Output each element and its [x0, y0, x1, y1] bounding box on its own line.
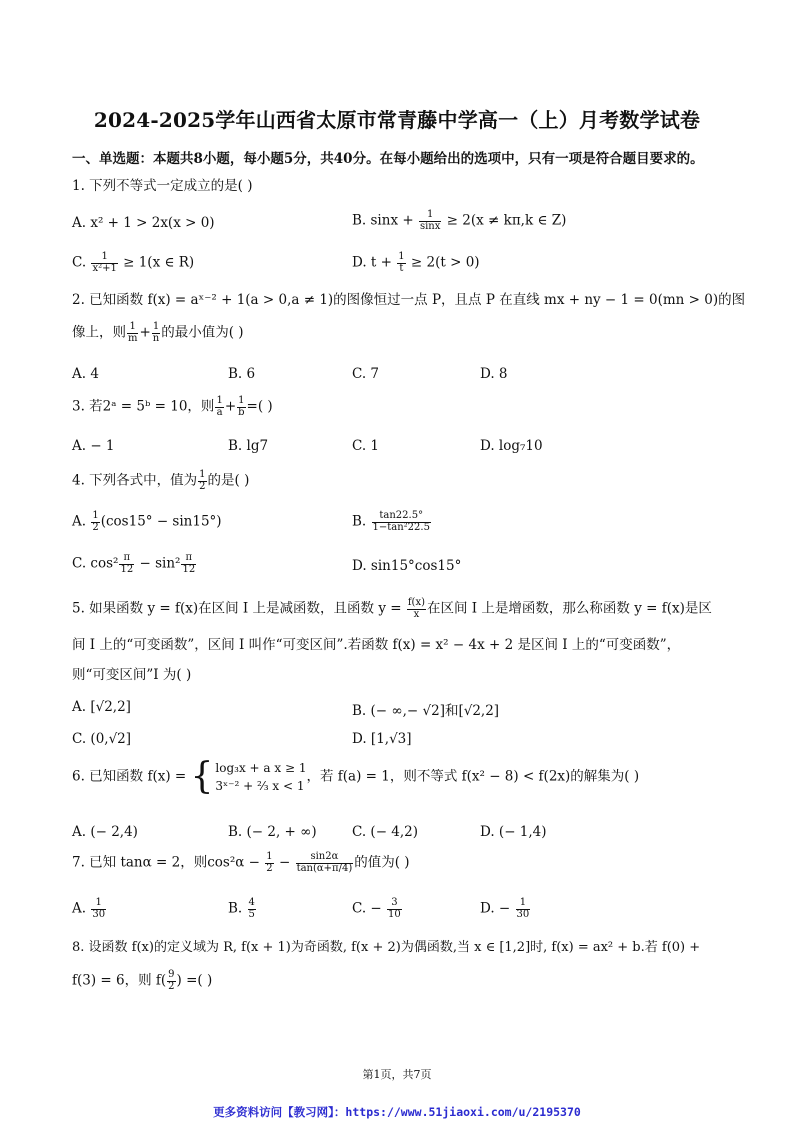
question-2-line-2: 像上，则 $\frac{1}{m}$ + $\frac{1}{n}$ 的最小值为( ): [72, 321, 244, 344]
question-4-stem: 4. 下列各式中，值为 $\frac{1}{2}$ 的是( ): [72, 469, 250, 492]
q1-option-a[interactable]: A. x² + 1 > 2x(x > 0): [72, 215, 215, 231]
q3-option-c[interactable]: C. 1: [352, 438, 380, 454]
section-heading: 一、单选题：本题共8小题，每小题5分，共40分。在每小题给出的选项中，只有一项是符合题目要求的。: [72, 151, 704, 167]
question-6-stem: 6. 已知函数 f(x) = { log₃x + a x ≥ 1 3ˣ⁻² + ⅔ x < 1 ，若 f(a) = 1，则不等式 f(x² − 8) < f(2x)的解集为( ): [72, 756, 640, 797]
q4-option-c[interactable]: C. cos² $\frac{\pi}{12}$ − sin² $\frac{\pi}{12}$: [72, 552, 196, 575]
q3-option-d[interactable]: D. log₇10: [480, 438, 543, 454]
question-8-line-2: f(3) = 6，则 f( $\frac{9}{2}$ ) =( ): [72, 969, 213, 992]
question-5-line-3: 则“可变区间”I 为( ): [72, 667, 192, 683]
question-5-line-1: 5. 如果函数 y = f(x)在区间 I 上是减函数，且函数 y = $\frac{f(x)}{x}$ 在区间 I 上是增函数，那么称函数 y = f(x)是区: [72, 597, 712, 620]
q5-option-c[interactable]: C. (0,√2]: [72, 731, 132, 747]
resource-link[interactable]: 更多资料访问【教习网】：https://www.51jiaoxi.com/u/2195370: [213, 1105, 581, 1119]
q3-option-b[interactable]: B. lg7: [228, 438, 269, 454]
question-2-line-1: 2. 已知函数 f(x) = aˣ⁻² + 1(a > 0,a ≠ 1)的图像恒过一点 P，且点 P 在直线 mx + ny − 1 = 0(mn > 0)的图: [72, 292, 746, 308]
question-8-line-1: 8. 设函数 f(x)的定义域为 R, f(x + 1)为奇函数, f(x + 2)为偶函数,当 x ∈ [1,2]时, f(x) = ax² + b.若 f(0) +: [72, 940, 701, 955]
q1-option-b[interactable]: B. sinx + $\frac{1}{\sin x}$ ≥ 2(x ≠ kπ,k ∈ Z): [352, 209, 567, 232]
q2-option-a[interactable]: A. 4: [72, 366, 99, 382]
piecewise-function: { log₃x + a x ≥ 1 3ˣ⁻² + ⅔ x < 1: [190, 756, 307, 797]
page-number: 第1页，共7页: [362, 1068, 432, 1081]
question-1-stem: 1. 下列不等式一定成立的是( ): [72, 178, 253, 194]
question-3-stem: 3. 若2ᵃ = 5ᵇ = 10，则 $\frac{1}{a}$ + $\frac{1}{b}$ =( ): [72, 395, 273, 418]
q7-option-b[interactable]: B. $\frac{4}{5}$: [228, 897, 255, 920]
q1-option-c[interactable]: C. $\frac{1}{\text{x²+1}}$ ≥ 1(x ∈ R): [72, 251, 195, 274]
question-5-line-2: 间 I 上的“可变函数”，区间 I 叫作“可变区间”.若函数 f(x) = x² − 4x + 2 是区间 I 上的“可变函数”，: [72, 637, 681, 653]
q3-option-a[interactable]: A. − 1: [72, 438, 115, 454]
q5-option-d[interactable]: D. [1,√3]: [352, 731, 412, 747]
q4-option-b[interactable]: B. $\frac{\tan 22.5^\circ}{\text{1−tan²22.5}}$: [352, 510, 430, 533]
q7-option-a[interactable]: A. $\frac{1}{30}$: [72, 897, 106, 920]
q2-option-c[interactable]: C. 7: [352, 366, 380, 382]
q2-option-b[interactable]: B. 6: [228, 366, 256, 382]
question-7-stem: 7. 已知 tanα = 2，则cos²α − $\frac{1}{2}$ − $\frac{\sin 2\alpha}{\tan(\alpha+\pi/4)}$ 的值为( ): [72, 851, 410, 874]
q1-option-d[interactable]: D. t + $\frac{1}{t}$ ≥ 2(t > 0): [352, 251, 480, 274]
q6-option-b[interactable]: B. (− 2, + ∞): [228, 824, 317, 840]
q6-option-a[interactable]: A. (− 2,4): [72, 824, 138, 840]
q6-option-d[interactable]: D. (− 1,4): [480, 824, 547, 840]
q7-option-d[interactable]: D. − $\frac{1}{30}$: [480, 897, 530, 920]
q6-option-c[interactable]: C. (− 4,2): [352, 824, 419, 840]
q5-option-a[interactable]: A. [√2,2]: [72, 699, 131, 715]
q7-option-c[interactable]: C. − $\frac{3}{10}$: [352, 897, 401, 920]
q2-option-d[interactable]: D. 8: [480, 366, 508, 382]
q4-option-a[interactable]: A. $\frac{1}{2}$ (cos15° − sin15°): [72, 510, 222, 533]
q4-option-d[interactable]: D. sin15°cos15°: [352, 558, 462, 574]
page-title: 2024-2025学年山西省太原市常青藤中学高一（上）月考数学试卷: [93, 108, 701, 132]
q5-option-b[interactable]: B. (− ∞,− √2]和[√2,2]: [352, 703, 500, 719]
